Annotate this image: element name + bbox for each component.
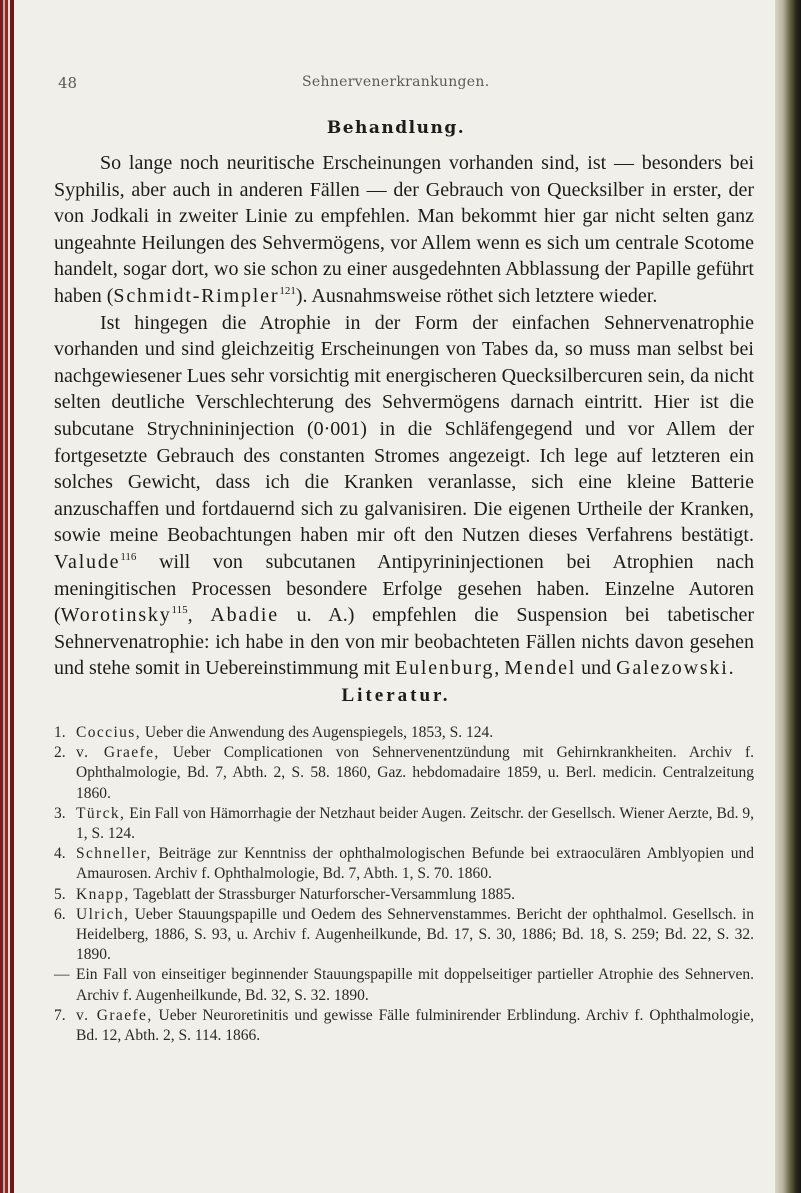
text-run: , [494, 657, 505, 680]
page-number: 48 [58, 74, 78, 92]
reference-text: Ueber Neuroretinitis und gewisse Fälle fulminirender Erblindung. Archiv f. Ophthalmologie, Bd. 12, Abth. 2, S. 114. 1866. [76, 1006, 754, 1045]
footnote-ref: 115 [171, 604, 188, 617]
reference-item [54, 1006, 754, 1046]
reference-author: v. Graefe, [76, 1006, 153, 1024]
reference-text: Ueber Stauungspapille und Oedem des Sehnervenstammes. Bericht der ophthalmol. Gesellsch. in Heidelberg, 1886, S. 93, u. Archiv f. Augenheilkunde, Bd. 17, S. 30, 1886; Bd. 18, S. 259; Bd. 22, S. 32. 1890. [76, 905, 754, 964]
literature-heading: Literatur. [341, 685, 451, 706]
reference-item [54, 743, 754, 804]
footnote-ref: 121 [279, 284, 296, 297]
reference-number: 2. [54, 744, 66, 762]
book-binding-right-edge [775, 0, 801, 1193]
section-heading: Behandlung. [326, 118, 466, 138]
text-run: und [576, 657, 617, 680]
reference-number: 5. [54, 885, 66, 903]
reference-author: v. Graefe, [76, 744, 160, 762]
paragraph [54, 150, 754, 310]
book-page [24, 0, 768, 1193]
reference-text: Beiträge zur Kenntniss der ophthalmologischen Befunde bei extraoculären Amblyopien und Amaurosen. Archiv f. Ophthalmologie, Bd. 7, Abth. 1, S. 70. 1860. [76, 845, 754, 883]
reference-number: 6. [54, 905, 66, 923]
text-run: . [728, 657, 734, 680]
reference-item [54, 804, 754, 844]
reference-number: 7. [54, 1006, 66, 1024]
text-run: u. A.) empfehlen die Suspension bei tabetischer Sehnervenatrophie: ich habe in den von mir beobachteten Fällen nichts davon gesehen und stehe somit in Uebereinstimmung mit [54, 604, 755, 680]
reference-author: Knapp, [76, 885, 130, 903]
footnote-ref: 116 [120, 550, 137, 563]
author-name: Galezowski [616, 657, 729, 680]
reference-author: Türck, [76, 804, 126, 822]
author-name: Valude [54, 550, 121, 573]
reference-item [54, 905, 754, 966]
text-run: will von subcutanen Antipyrininjectionen bei Atrophien nach meningitischen Processen besondere Erfolge gesehen haben. Einzelne Autoren ( [54, 550, 754, 627]
reference-text: Ein Fall von einseitiger beginnender Stauungspapille mit doppelseitiger partieller Atrophie des Sehnerven. Archiv f. Augenheilkunde, Bd. 32, S. 32. 1890. [76, 966, 754, 1004]
reference-number: 1. [54, 724, 66, 741]
reference-list [54, 723, 754, 1046]
reference-text: Ueber Complicationen von Sehnervenentzündung mit Gehirnkrankheiten. Archiv f. Ophthalmologie, Bd. 7, Abth. 2, S. 58. 1860, Gaz. hebdomadaire 1859, u. Berl. medicin. Centralzeitung 1860. [76, 744, 754, 802]
text-run: So lange noch neuritische Erscheinungen vorhanden sind, ist — besonders bei Syphilis, aber auch in anderen Fällen — der Gebrauch von Quecksilber in erster, der von Jodkali in zweiter Linie zu empfehlen. Man bekommt hier gar nicht selten ganz ungeahnte Heilungen des Sehvermögens, vor Allem wenn es sich um centrale Scotome handelt, sogar dort, wo sie schon zu einer ausgedehnten Abblassung der Papille geführt haben ( [54, 152, 754, 307]
reference-author: Ulrich, [76, 905, 130, 923]
text-run: Ist hingegen die Atrophie in der Form der einfachen Sehnervenatrophie vorhanden und sind gleichzeitig Erscheinungen von Tabes da, so muss man selbst bei nachgewiesener Lues sehr vorsichtig mit energischeren Quecksilbercuren sein, da nicht selten deutliche Verschlechterung des Sehvermögens darnach eintritt. Hier ist die subcutane Strychnininjection (0·001) in die Schläfengegend und vor Allem der fortgesetzte Gebrauch des constanten Stromes angezeigt. Ich lege auf letzteren ein solches Gewicht, dass ich die Kranken veranlasse, sich eine kleine Batterie anzuschaffen und fortdauernd sich zu galvanisiren. Die eigenen Urtheile der Kranken, sowie meine Beobachtungen haben mir oft den Nutzen dieses Verfahrens bestätigt. [54, 311, 754, 547]
text-run: , [187, 604, 211, 627]
reference-author: Coccius, [76, 724, 142, 741]
reference-text: Tageblatt der Strassburger Naturforscher-Versammlung 1885. [129, 885, 516, 903]
reference-number: 4. [54, 845, 66, 863]
book-binding-left-edge [0, 0, 14, 1193]
author-name: Eulenburg [395, 657, 495, 680]
author-name: Worotinsky [60, 604, 172, 627]
author-name: Schmidt-Rimpler [113, 284, 280, 307]
reference-text: Ueber die Anwendung des Augenspiegels, 1853, S. 124. [141, 724, 494, 741]
author-name: Mendel [504, 657, 577, 680]
running-title: Sehnervenerkrankungen. [302, 74, 490, 90]
author-name: Abadie [210, 604, 279, 627]
reference-item [54, 844, 754, 884]
reference-text: Ein Fall von Hämorrhagie der Netzhaut beider Augen. Zeitschr. der Gesellsch. Wiener Aerzte, Bd. 9, 1, S. 124. [76, 804, 754, 843]
reference-item [54, 965, 754, 1005]
body-text [54, 150, 754, 682]
reference-number: 3. [54, 804, 66, 822]
text-run: ). Ausnahmsweise röthet sich letztere wieder. [295, 284, 658, 307]
reference-author: Schneller, [76, 845, 152, 863]
paragraph [54, 310, 754, 682]
reference-item [54, 885, 754, 905]
reference-item [54, 723, 754, 743]
reference-number: — [54, 966, 70, 984]
